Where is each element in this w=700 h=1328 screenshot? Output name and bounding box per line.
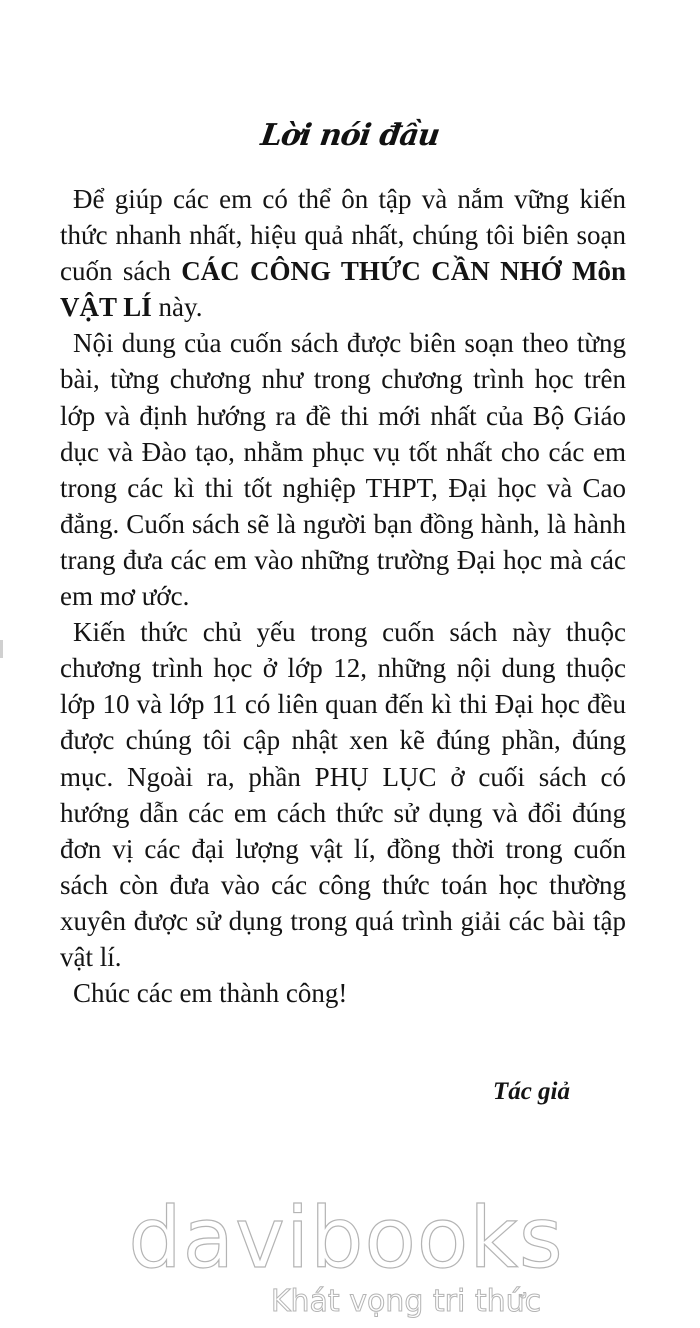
- paragraph-3: Kiến thức chủ yếu trong cuốn sách này thuộc chương trình học ở lớp 12, những nội dung thuộc lớp 10 và lớp 11 có liên quan đến kì thi Đại học đều được chúng tôi cập nhật xen kẽ đúng phần, đúng mục. Ngoài ra, phần PHỤ LỤC ở cuối sách có hướng dẫn các em cách thức sử dụng và đổi đúng đơn vị các đại lượng vật lí, đồng thời trong cuốn sách còn đưa vào các công thức toán học thường xuyên được sử dụng trong quá trình giải các bài tập vật lí.: [60, 617, 626, 972]
- page-title: Lời nói đầu: [258, 118, 442, 153]
- paragraph-1: [60, 181, 626, 325]
- watermark-slogan: Khát vọng tri thức: [270, 1284, 542, 1319]
- watermark-brand: davibooks: [128, 1189, 564, 1287]
- paragraph-1-intro: Để giúp các em có thể ôn tập và nắm vững kiến thức nhanh nhất, hiệu quả nhất, chúng tôi biên soạn cuốn sách: [60, 184, 626, 287]
- book-title-emphasis: CÁC CÔNG THỨC CẦN NHỚ Môn VẬT LÍ: [60, 256, 626, 323]
- paragraph-2: Nội dung của cuốn sách được biên soạn theo từng bài, từng chương như trong chương trình học trên lớp và định hướng ra đề thi mới nhất của Bộ Giáo dục và Đào tạo, nhằm phục vụ tốt nhất cho các em trong các kì thi tốt nghiệp THPT, Đại học và Cao đẳng. Cuốn sách sẽ là người bạn đồng hành, là hành trang đưa các em vào những trường Đại học mà các em mơ ước.: [60, 328, 626, 612]
- page-edge-mark: [0, 640, 3, 658]
- paragraph-1-end: này.: [151, 292, 203, 323]
- preface-body: [60, 181, 626, 1011]
- paragraph-4: Chúc các em thành công!: [73, 978, 348, 1009]
- author-signature: Tác giả: [492, 1078, 570, 1105]
